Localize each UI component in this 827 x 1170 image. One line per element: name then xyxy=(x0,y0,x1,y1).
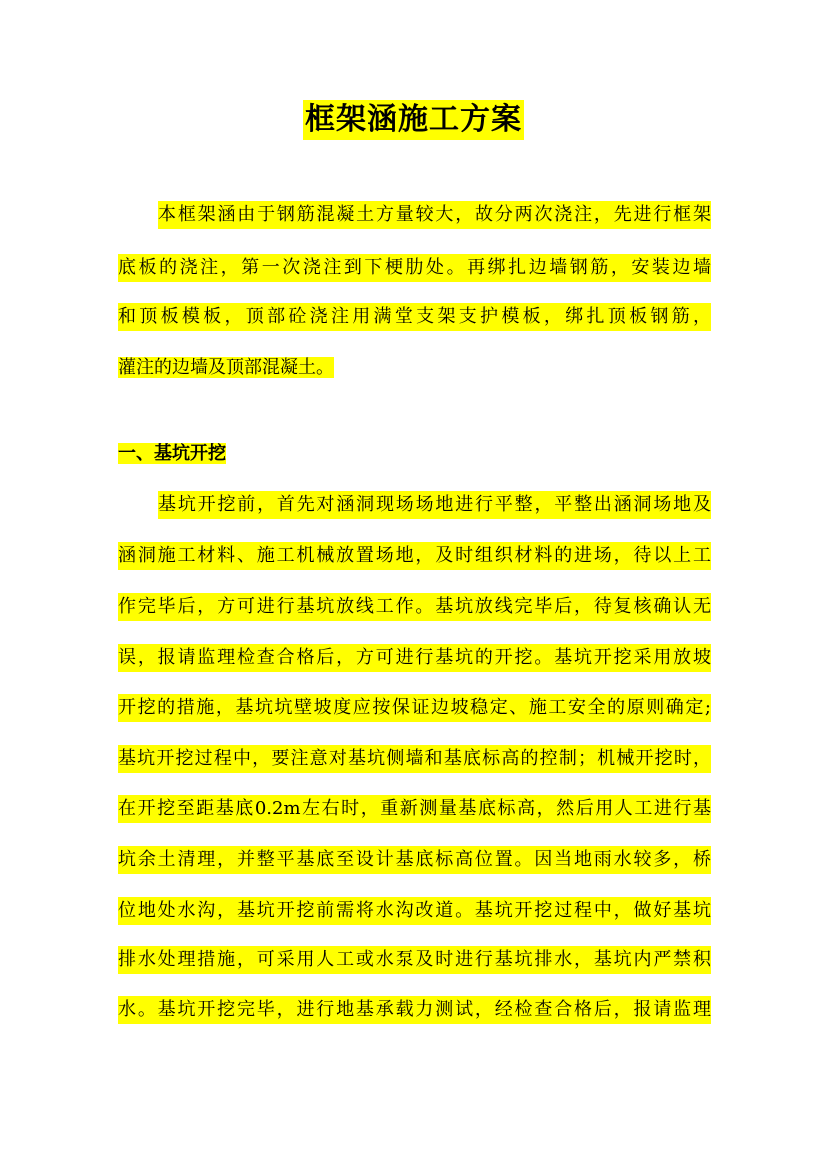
section-line-text: 基坑开挖过程中，要注意对基坑侧墙和基底标高的控制；机械开挖时， xyxy=(118,745,711,773)
section-line xyxy=(118,694,711,722)
paragraph-line xyxy=(118,354,711,382)
paragraph-line xyxy=(118,254,711,282)
section-line-text: 作完毕后，方可进行基坑放线工作。基坑放线完毕后，待复核确认无 xyxy=(118,593,711,621)
section-line xyxy=(118,644,711,672)
paragraph-line-text: 底板的浇注，第一次浇注到下梗肋处。再绑扎边墙钢筋，安装边墙 xyxy=(118,254,711,282)
section-line-text: 误，报请监理检查合格后，方可进行基坑的开挖。基坑开挖采用放坡 xyxy=(118,644,711,672)
section-line xyxy=(118,491,711,519)
section-line xyxy=(118,897,711,925)
section-line xyxy=(118,846,711,874)
section-line-text: 基坑开挖前，首先对涵洞现场场地进行平整，平整出涵洞场地及 xyxy=(158,491,711,519)
section-line xyxy=(118,996,711,1024)
section-line-text: 水。基坑开挖完毕，进行地基承载力测试，经检查合格后，报请监理 xyxy=(118,996,711,1024)
paragraph-line xyxy=(118,303,711,331)
paragraph-line-text: 和顶板模板，顶部砼浇注用满堂支架支护模板，绑扎顶板钢筋， xyxy=(118,303,711,331)
section-line-text: 坑余土清理，并整平基底至设计基底标高位置。因当地雨水较多，桥 xyxy=(118,846,711,874)
paragraph-line-text: 本框架涵由于钢筋混凝土方量较大，故分两次浇注，先进行框架 xyxy=(158,201,711,229)
title-container xyxy=(0,100,827,140)
section-line xyxy=(118,795,711,823)
paragraph-line xyxy=(118,201,711,229)
section-line-text: 排水处理措施，可采用人工或水泵及时进行基坑排水，基坑内严禁积 xyxy=(118,946,711,974)
section-line-text: 位地处水沟，基坑开挖前需将水沟改道。基坑开挖过程中，做好基坑 xyxy=(118,897,711,925)
section-line-text: 涵洞施工材料、施工机械放置场地，及时组织材料的进场，待以上工 xyxy=(118,542,711,570)
section-line xyxy=(118,542,711,570)
section-heading-text: 一、基坑开挖 xyxy=(118,443,226,464)
section-line-text: 在开挖至距基底0.2m左右时，重新测量基底标高，然后用人工进行基 xyxy=(118,795,711,823)
document-title: 框架涵施工方案 xyxy=(303,100,524,140)
section-line xyxy=(118,745,711,773)
section-line xyxy=(118,593,711,621)
paragraph-line-text: 灌注的边墙及顶部混凝土。 xyxy=(118,357,334,378)
section-line xyxy=(118,946,711,974)
section-line-text: 开挖的措施，基坑坑壁坡度应按保证边坡稳定、施工安全的原则确定; xyxy=(118,694,711,722)
section-heading xyxy=(118,440,226,468)
